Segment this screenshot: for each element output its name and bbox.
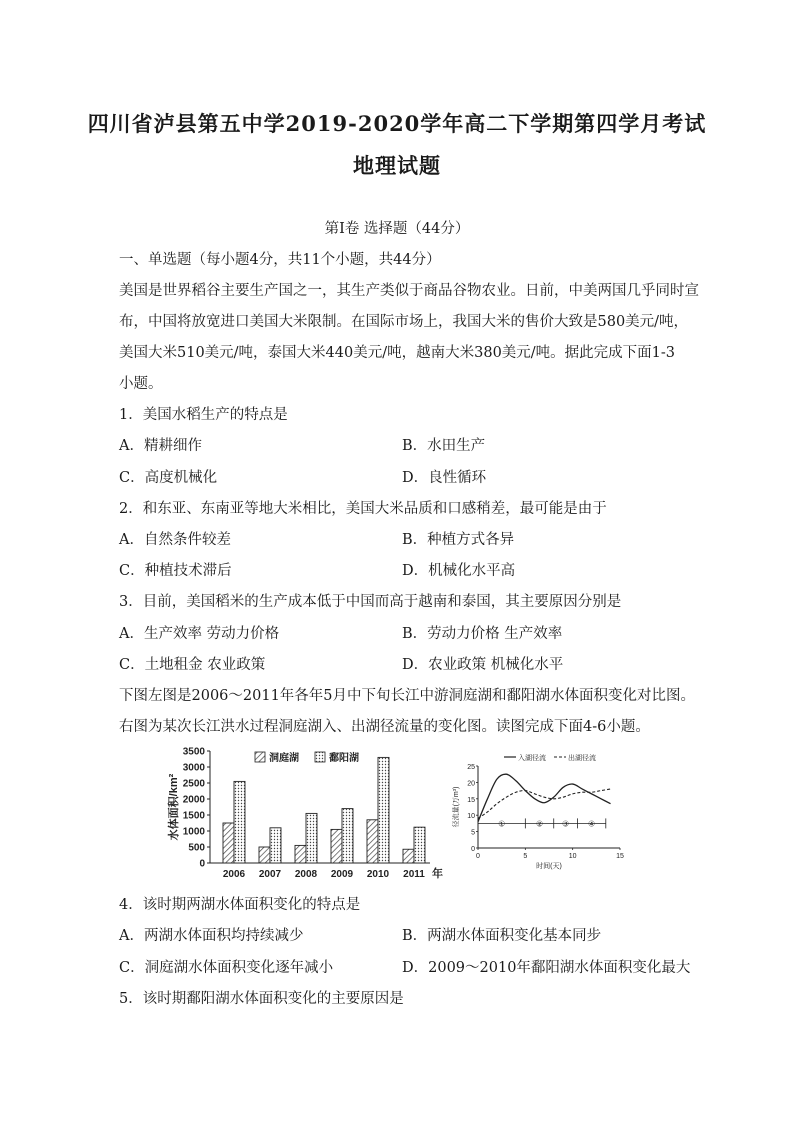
option-a[interactable]: A．精耕细作 (119, 438, 202, 454)
option-b[interactable]: B．两湖水体面积变化基本同步 (402, 928, 602, 944)
option-d[interactable]: D．良性循环 (402, 470, 487, 486)
bar-poyang (234, 781, 245, 863)
y-tick-label: 3500 (182, 746, 205, 758)
passage-line: 美国大米510美元/吨，泰国大米440美元/吨，越南大米380美元/吨。据此完成下面1-3 (119, 345, 676, 361)
y-tick-label: 3000 (182, 762, 205, 774)
bar-poyang (414, 827, 425, 863)
section-heading: 第I卷 选择题（44分） (324, 221, 470, 237)
y-tick-label: 0 (471, 846, 475, 853)
legend-label: 入湖径流 (518, 755, 546, 762)
x-tick-label: 2008 (294, 869, 318, 880)
y-tick-label: 20 (467, 780, 475, 788)
y-tick-label: 2500 (182, 778, 205, 790)
x-tick-label: 2009 (330, 869, 354, 880)
legend-label: 出湖径流 (568, 755, 596, 762)
x-tick-label: 0 (476, 853, 480, 860)
passage-line: 美国是世界稻谷主要生产国之一，其生产类似于商品谷物农业。日前，中美两国几乎同时宣 (119, 283, 699, 299)
y-tick-label: 25 (467, 764, 475, 771)
x-tick-label: 10 (568, 853, 577, 860)
y-tick-label: 5 (471, 829, 475, 837)
bar-poyang (378, 757, 389, 863)
bar-dongting (331, 829, 342, 863)
y-tick-label: 1500 (182, 810, 205, 822)
legend-swatch-poyang (315, 752, 325, 762)
y-axis-label: 水体面积/km² (168, 773, 180, 841)
part-heading: 一、单选题（每小题4分，共11个小题，共44分） (119, 252, 441, 268)
bar-dongting (403, 849, 414, 863)
option-a[interactable]: A．生产效率 劳动力价格 (119, 626, 280, 642)
y-tick-label: 15 (467, 796, 475, 804)
bar-dongting (295, 845, 306, 863)
option-d[interactable]: D．机械化水平高 (402, 563, 516, 579)
bar-poyang (270, 828, 281, 863)
stage-label: ② (535, 819, 544, 829)
option-a[interactable]: A．自然条件较差 (119, 532, 231, 548)
paper-title: 四川省泸县第五中学2019-2020学年高二下学期第四学月考试 (87, 111, 707, 136)
option-c[interactable]: C．高度机械化 (119, 470, 218, 486)
option-c[interactable]: C．种植技术滞后 (119, 563, 232, 579)
x-tick-label: 2006 (222, 869, 246, 880)
paper-subtitle: 地理试题 (353, 153, 441, 178)
y-tick-label: 1000 (182, 826, 205, 838)
x-tick-label: 2007 (258, 869, 282, 880)
bar-poyang (306, 813, 317, 863)
option-a[interactable]: A．两湖水体面积均持续减少 (119, 928, 304, 944)
lake-area-bar-chart (165, 742, 445, 882)
question-stem: 4．该时期两湖水体面积变化的特点是 (119, 897, 361, 913)
x-tick-label: 2011 (403, 869, 425, 880)
y-tick-label: 0 (199, 858, 205, 870)
option-b[interactable]: B．水田生产 (402, 438, 486, 454)
stage-label: ③ (561, 819, 570, 829)
legend-swatch-dongting (255, 752, 265, 762)
stage-label: ① (498, 819, 506, 829)
question-stem: 3．目前，美国稻米的生产成本低于中国而高于越南和泰国，其主要原因分别是 (119, 594, 622, 610)
x-tick-label: 5 (523, 853, 528, 860)
y-tick-label: 500 (188, 842, 205, 854)
passage-line: 右图为某次长江洪水过程洞庭湖入、出湖径流量的变化图。读图完成下面4-6小题。 (119, 719, 650, 735)
bar-dongting (223, 823, 234, 863)
option-b[interactable]: B．种植方式各异 (402, 532, 515, 548)
passage-line: 小题。 (119, 376, 163, 392)
legend-label: 鄱阳湖 (329, 753, 359, 764)
option-d[interactable]: D．农业政策 机械化水平 (402, 657, 564, 673)
legend-label: 洞庭湖 (269, 753, 299, 764)
stage-label: ④ (588, 819, 596, 829)
passage-line: 布，中国将放宽进口美国大米限制。在国际市场上，我国大米的售价大致是580美元/吨， (119, 314, 689, 330)
bar-dongting (367, 820, 378, 863)
question-stem: 5．该时期鄱阳湖水体面积变化的主要原因是 (119, 991, 404, 1007)
y-tick-label: 2000 (182, 794, 205, 806)
option-d[interactable]: D．2009～2010年鄱阳湖水体面积变化最大 (402, 960, 691, 976)
option-c[interactable]: C．土地租金 农业政策 (119, 657, 266, 673)
question-stem: 1．美国水稻生产的特点是 (119, 407, 288, 423)
option-c[interactable]: C．洞庭湖水体面积变化逐年减小 (119, 960, 334, 976)
y-tick-label: 10 (467, 813, 475, 821)
option-b[interactable]: B．劳动力价格 生产效率 (402, 626, 563, 642)
x-tick-label: 15 (616, 853, 624, 860)
x-axis-label: 时间(天) (536, 863, 562, 870)
runoff-line-chart (448, 752, 638, 872)
passage-line: 下图左图是2006～2011年各年5月中下旬长江中游洞庭湖和鄱阳湖水体面积变化对比图。 (119, 688, 696, 704)
y-axis-label: 径流量(万m³) (453, 786, 460, 828)
bar-poyang (342, 809, 353, 863)
question-stem: 2．和东亚、东南亚等地大米相比，美国大米品质和口感稍差，最可能是由于 (119, 501, 607, 517)
x-axis-suffix: 年 (432, 868, 443, 880)
bar-dongting (259, 847, 270, 863)
x-tick-label: 2010 (366, 869, 390, 880)
series-line-inflow (478, 774, 611, 822)
